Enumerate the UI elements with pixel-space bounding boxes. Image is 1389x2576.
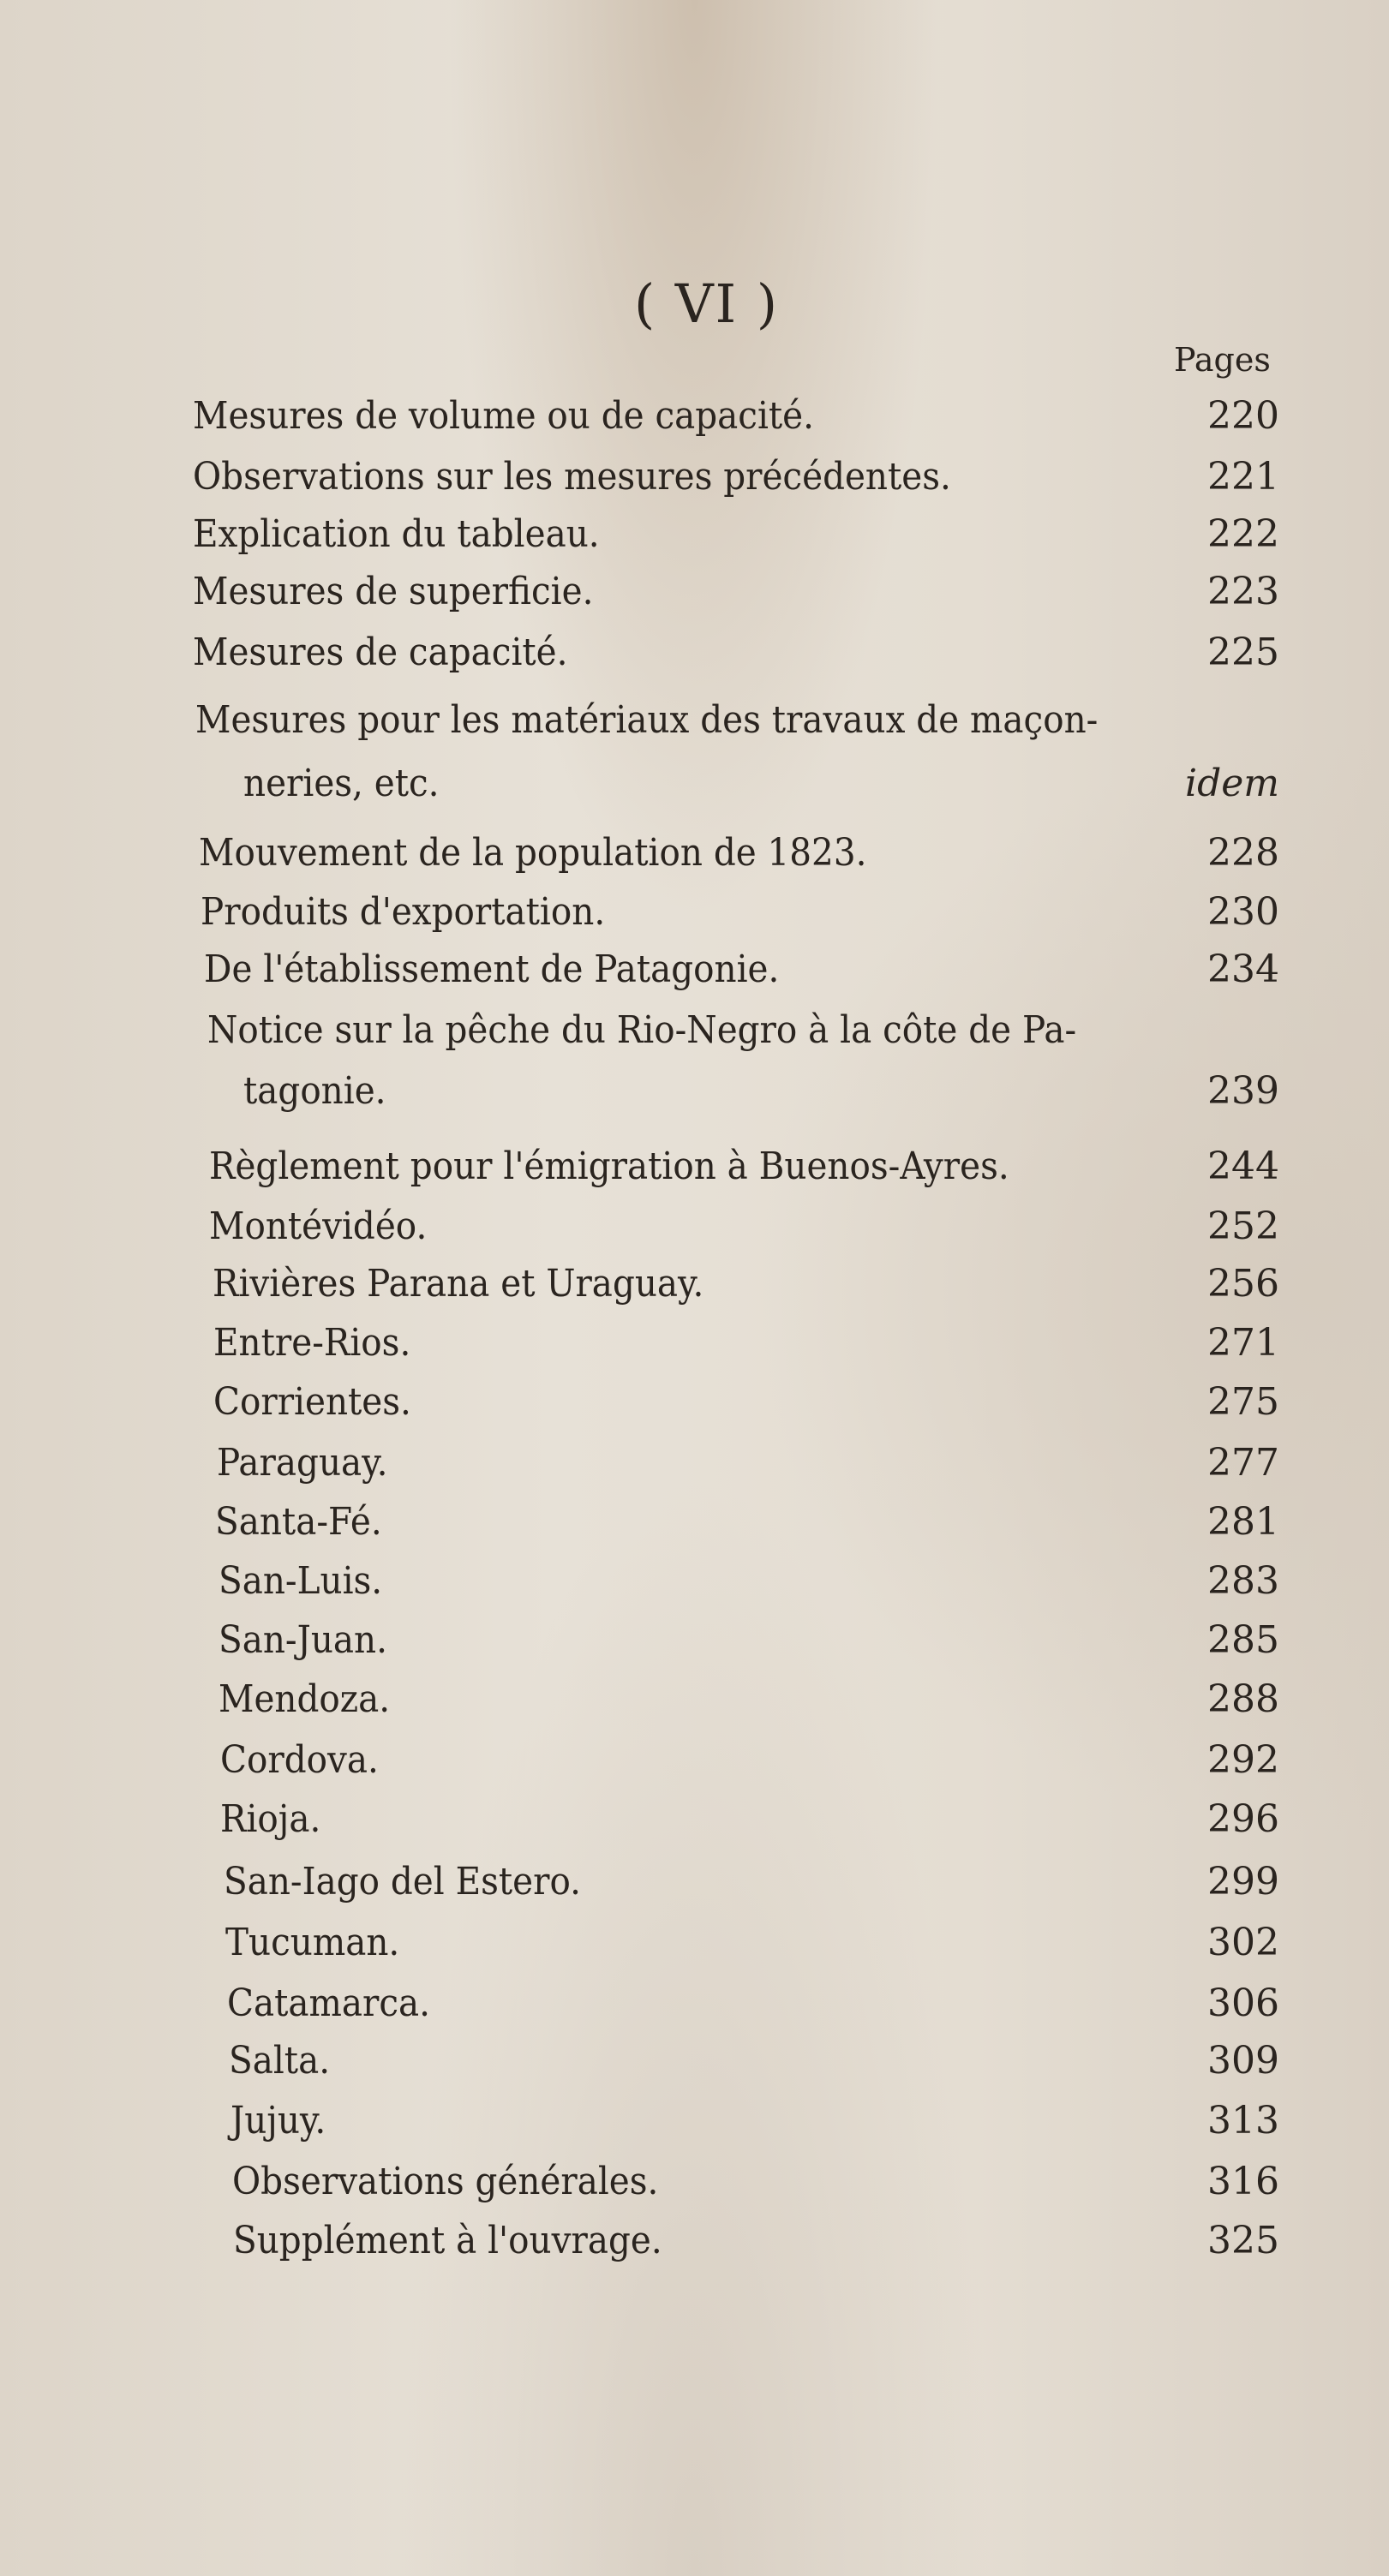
toc-entry-title: Notice sur la pêche du Rio-Negro à la côte de Pa-: [207, 1008, 1076, 1053]
toc-entry-page: 252: [1207, 1204, 1279, 1248]
toc-entry-title: Cordova.: [220, 1738, 379, 1783]
toc-entry-page: 283: [1207, 1559, 1279, 1604]
toc-entry-page: 313: [1207, 2098, 1279, 2143]
toc-entry-title: Entre-Rios.: [213, 1320, 411, 1365]
pages-column-label: Pages: [1174, 341, 1271, 379]
toc-entry-page: 325: [1207, 2218, 1279, 2262]
toc-entry-title: Mesures pour les matériaux des travaux de maçon-: [195, 697, 1099, 742]
toc-entry-title: Explication du tableau.: [192, 511, 600, 556]
toc-entry-page: idem: [1185, 762, 1279, 806]
toc-entry-page: 299: [1207, 1860, 1279, 1904]
toc-entry-title: Tucuman.: [225, 1921, 400, 1965]
toc-entry-page: 281: [1207, 1499, 1279, 1544]
toc-entry-title: Montévidéo.: [208, 1204, 428, 1248]
toc-entry-title: Produits d'exportation.: [201, 890, 606, 935]
toc-entry-title: Rioja.: [220, 1797, 321, 1842]
page-number-header: ( VI ): [634, 272, 780, 335]
toc-entry-page: 223: [1207, 569, 1279, 613]
toc-entry-title: Salta.: [228, 2039, 330, 2083]
toc-entry-title: Observations sur les mesures précédentes.: [192, 454, 951, 499]
toc-entry-page: 234: [1207, 947, 1279, 992]
toc-entry-page: 306: [1207, 1981, 1279, 2026]
toc-entry-title: Mesures de superficie.: [192, 569, 593, 613]
toc-entry-page: 292: [1207, 1738, 1279, 1783]
toc-entry-page: 221: [1207, 454, 1279, 499]
toc-entry-title: Observations générales.: [231, 2159, 658, 2203]
toc-entry-page: 302: [1207, 1921, 1279, 1965]
toc-entry-page: 225: [1207, 630, 1279, 674]
toc-entry-title: Supplément à l'ouvrage.: [233, 2218, 663, 2262]
toc-entry-title: Paraguay.: [217, 1440, 388, 1485]
toc-entry-title: Mesures de volume ou de capacité.: [192, 393, 814, 438]
toc-entry-page: 277: [1207, 1440, 1279, 1485]
toc-entry-page: 230: [1207, 890, 1279, 935]
toc-entry-page: 285: [1207, 1618, 1279, 1663]
toc-entry-title: San-Juan.: [219, 1618, 388, 1663]
toc-entry-page: 228: [1207, 830, 1279, 875]
toc-entry-title: San-Iago del Estero.: [223, 1860, 581, 1904]
toc-entry-page: 256: [1207, 1261, 1279, 1306]
toc-entry-page: 275: [1207, 1379, 1279, 1424]
toc-entry-page: 296: [1207, 1797, 1279, 1842]
toc-entry-page: 239: [1207, 1069, 1279, 1114]
toc-entry-page: 271: [1207, 1320, 1279, 1365]
toc-entry-page: 244: [1207, 1145, 1279, 1189]
toc-entry-page: 316: [1207, 2159, 1279, 2203]
toc-entry-title: Mesures de capacité.: [192, 630, 568, 674]
toc-entry-title: Jujuy.: [230, 2098, 326, 2143]
toc-entry-page: 309: [1207, 2039, 1279, 2083]
toc-entry-title: Rivières Parana et Uraguay.: [212, 1261, 703, 1306]
toc-entry-page: 288: [1207, 1677, 1279, 1722]
toc-entry-title: Règlement pour l'émigration à Buenos-Ayres.: [208, 1145, 1009, 1189]
toc-entry-title: Santa-Fé.: [215, 1499, 383, 1544]
toc-entry-title: Mouvement de la population de 1823.: [199, 830, 867, 875]
toc-entry-title: San-Luis.: [219, 1559, 383, 1604]
toc-entry-page: 222: [1207, 511, 1279, 556]
toc-entry-title-continuation: tagonie.: [243, 1069, 386, 1114]
toc-entry-title: Corrientes.: [213, 1379, 412, 1424]
toc-entry-title: De l'établissement de Patagonie.: [203, 947, 780, 992]
toc-entry-title: Catamarca.: [226, 1981, 430, 2026]
toc-entry-title-continuation: neries, etc.: [243, 762, 440, 806]
toc-entry-page: 220: [1207, 393, 1279, 438]
toc-entry-title: Mendoza.: [219, 1677, 391, 1722]
